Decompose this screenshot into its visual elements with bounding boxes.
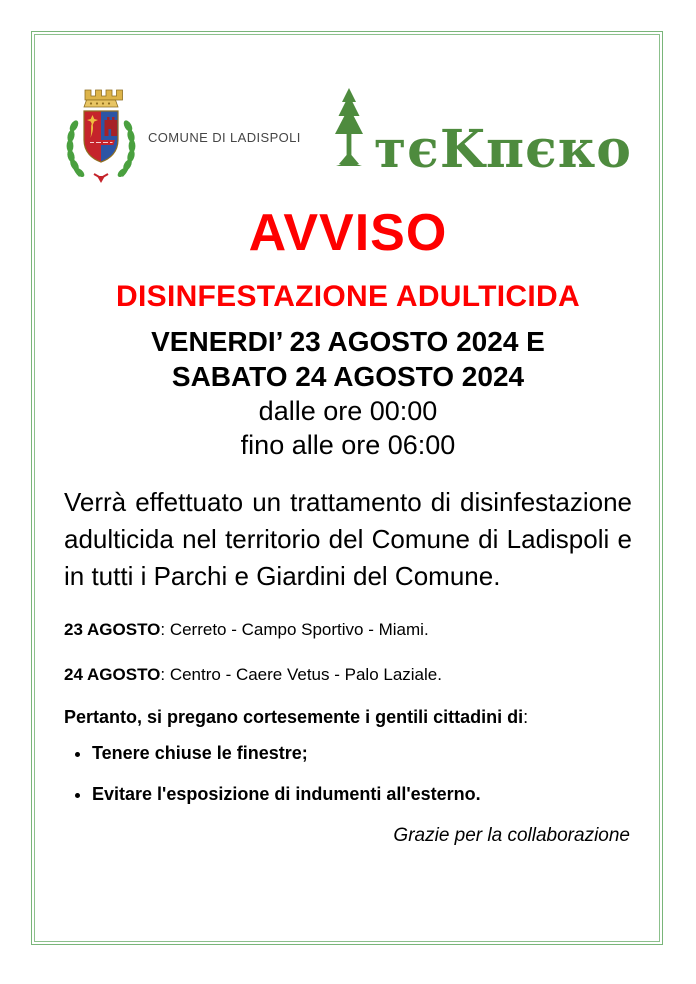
request-item: • Evitare l'esposizione di indumenti all'esterno. bbox=[92, 784, 632, 805]
schedule-date: 23 AGOSTO bbox=[64, 619, 161, 639]
municipality-block bbox=[64, 84, 301, 191]
schedule-date: 24 AGOSTO bbox=[64, 664, 161, 684]
request-list bbox=[64, 743, 632, 805]
schedule-row bbox=[64, 620, 632, 640]
notice-title: AVVISO bbox=[248, 204, 448, 262]
ladispoli-crest-icon bbox=[64, 84, 138, 191]
schedule-locations: : Cerreto - Campo Sportivo - Miami. bbox=[160, 619, 429, 639]
date-lines bbox=[64, 324, 632, 394]
time-line-1: dalle ore 00:00 bbox=[258, 395, 438, 426]
header bbox=[64, 86, 632, 188]
tekneko-wordmark: тєKпєко bbox=[373, 118, 632, 180]
notice-subtitle: DISINFESTAZIONE ADULTICIDA bbox=[116, 279, 580, 313]
request-intro bbox=[64, 707, 632, 728]
request-intro-colon: : bbox=[523, 706, 529, 727]
time-line-2: fino alle ore 06:00 bbox=[240, 429, 456, 460]
date-line-2: SABATO 24 AGOSTO 2024 bbox=[171, 360, 525, 392]
date-line-1: VENERDI’ 23 AGOSTO 2024 E bbox=[151, 325, 545, 357]
request-intro-text: Pertanto, si pregano cortesemente i gentili cittadini di bbox=[64, 706, 524, 727]
pine-tree-icon bbox=[328, 87, 370, 174]
tekneko-logo bbox=[328, 87, 632, 188]
schedule-row bbox=[64, 665, 632, 685]
time-lines bbox=[64, 394, 632, 462]
municipality-label: COMUNE DI LADISPOLI bbox=[148, 129, 301, 145]
request-item: • Tenere chiuse le finestre; bbox=[92, 743, 632, 764]
closing-note: Grazie per la collaborazione bbox=[393, 824, 630, 846]
schedule-locations: : Centro - Caere Vetus - Palo Laziale. bbox=[160, 664, 442, 684]
notice-content bbox=[64, 86, 632, 847]
body-paragraph: Verrà effettuato un trattamento di disinfestazione adulticida nel territorio del Comune di Ladispoli e in tutti i Parchi e Giardini del Comune. bbox=[64, 486, 632, 591]
